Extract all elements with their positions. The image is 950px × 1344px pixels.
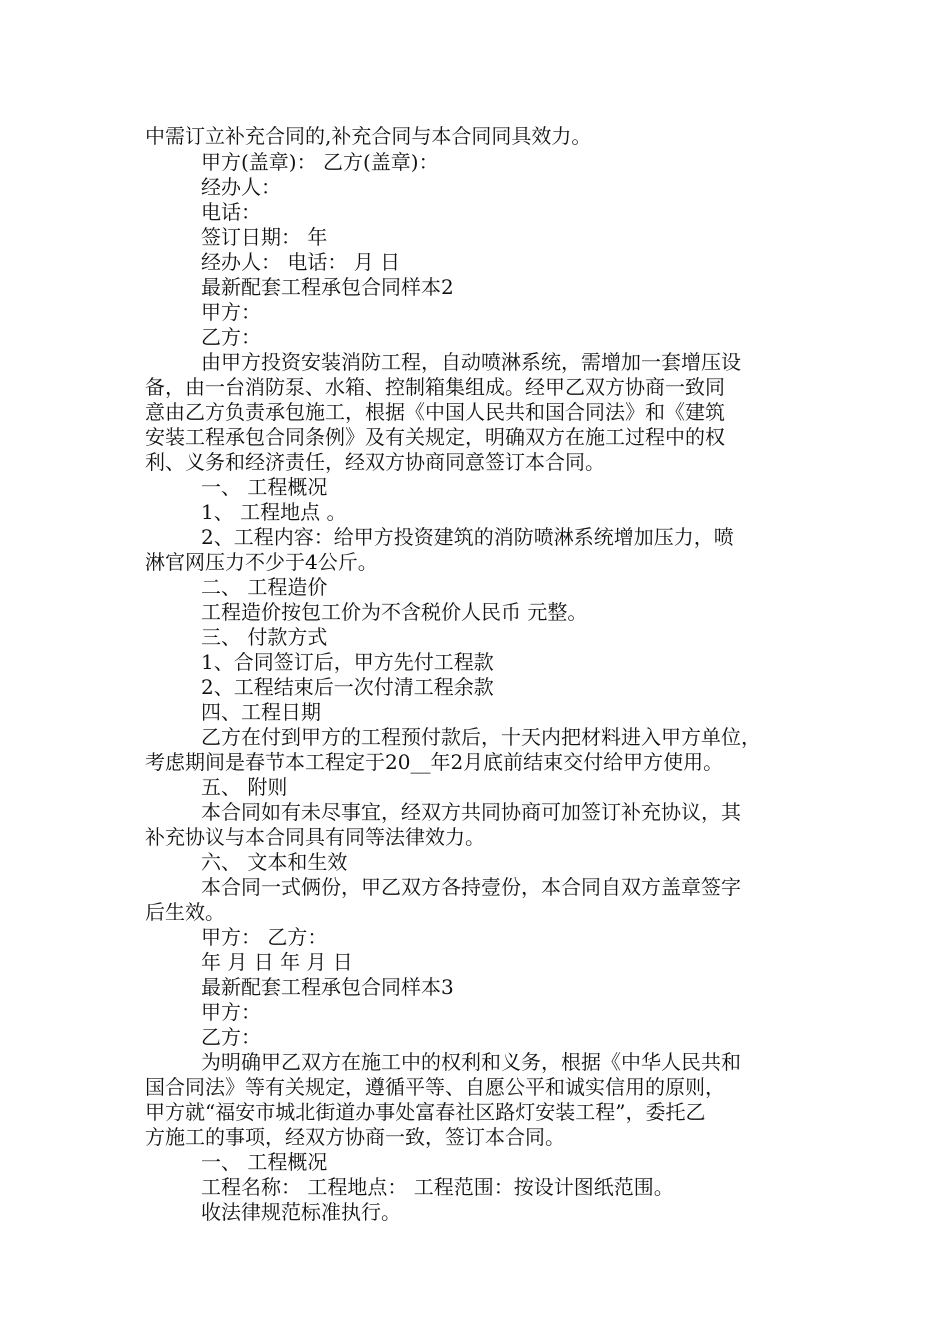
text-line: 经办人： 电话： 月 日 [201,250,401,274]
section-heading: 一、 工程概况 [201,1150,328,1174]
text-line: 后生效。 [145,900,225,924]
text-line: 方施工的事项，经双方协商一致，签订本合同。 [145,1125,565,1149]
text-line: 本合同如有未尽事宜，经双方共同协商可加签订补充协议，其 [201,800,741,824]
section-heading: 四、工程日期 [201,700,321,724]
text-line: 工程造价按包工价为不含税价人民币 元整。 [201,600,588,624]
text-line: 甲方(盖章)： 乙方(盖章)： [201,150,439,174]
text-line: 乙方： [201,1025,261,1049]
section-heading: 一、 工程概况 [201,475,328,499]
text-line: 收法律规范标准执行。 [201,1200,401,1224]
text-line: 补充协议与本合同具有同等法律效力。 [145,825,485,849]
text-line: 乙方在付到甲方的工程预付款后，十天内把材料进入甲方单位， [201,725,761,749]
text-line: 甲方： [201,300,261,324]
text-line: 利、义务和经济责任，经双方协商同意签订本合同。 [145,450,605,474]
text-line: 备，由一台消防泵、水箱、控制箱集组成。经甲乙双方协商一致同 [145,375,725,399]
text-line: 电话： [201,200,261,224]
text-line: 甲方： 乙方： [201,925,328,949]
text-line: 为明确甲乙双方在施工中的权利和义务，根据《中华人民共和 [201,1050,741,1074]
text-line: 签订日期： 年 [201,225,328,249]
text-line: 经办人： [201,175,281,199]
text-line: 淋官网压力不少于4公斤。 [145,550,378,574]
text-line: 工程名称： 工程地点： 工程范围：按设计图纸范围。 [201,1175,674,1199]
text-line: 甲方： [201,1000,261,1024]
text-line: 2、工程结束后一次付清工程余款 [201,675,494,699]
text-line: 1、 工程地点 。 [201,500,347,524]
text-line: 乙方： [201,325,261,349]
text-line: 甲方就“福安市城北街道办事处富春社区路灯安装工程”，委托乙 [145,1100,706,1124]
text-line: 2、工程内容：给甲方投资建筑的消防喷淋系统增加压力，喷 [201,525,734,549]
text-line: 中需订立补充合同的,补充合同与本合同同具效力。 [145,124,592,148]
text-line: 国合同法》等有关规定，遵循平等、自愿公平和诚实信用的原则， [145,1075,725,1099]
section-heading: 六、 文本和生效 [201,850,348,874]
text-line: 考虑期间是春节本工程定于20__年2月底前结束交付给甲方使用。 [145,750,724,774]
text-line: 由甲方投资安装消防工程，自动喷淋系统，需增加一套增压设 [201,350,741,374]
text-line: 年 月 日 年 月 日 [201,950,353,974]
section-heading: 五、 附则 [201,775,288,799]
section-heading: 三、 付款方式 [201,625,328,649]
section-title: 最新配套工程承包合同样本3 [201,975,454,999]
section-title: 最新配套工程承包合同样本2 [201,275,454,299]
text-line: 意由乙方负责承包施工，根据《中国人民共和国合同法》和《建筑 [145,400,725,424]
text-line: 安装工程承包合同条例》及有关规定，明确双方在施工过程中的权 [145,425,725,449]
section-heading: 二、 工程造价 [201,575,328,599]
text-line: 1、合同签订后，甲方先付工程款 [201,650,494,674]
text-line: 本合同一式俩份，甲乙双方各持壹份，本合同自双方盖章签字 [201,875,741,899]
